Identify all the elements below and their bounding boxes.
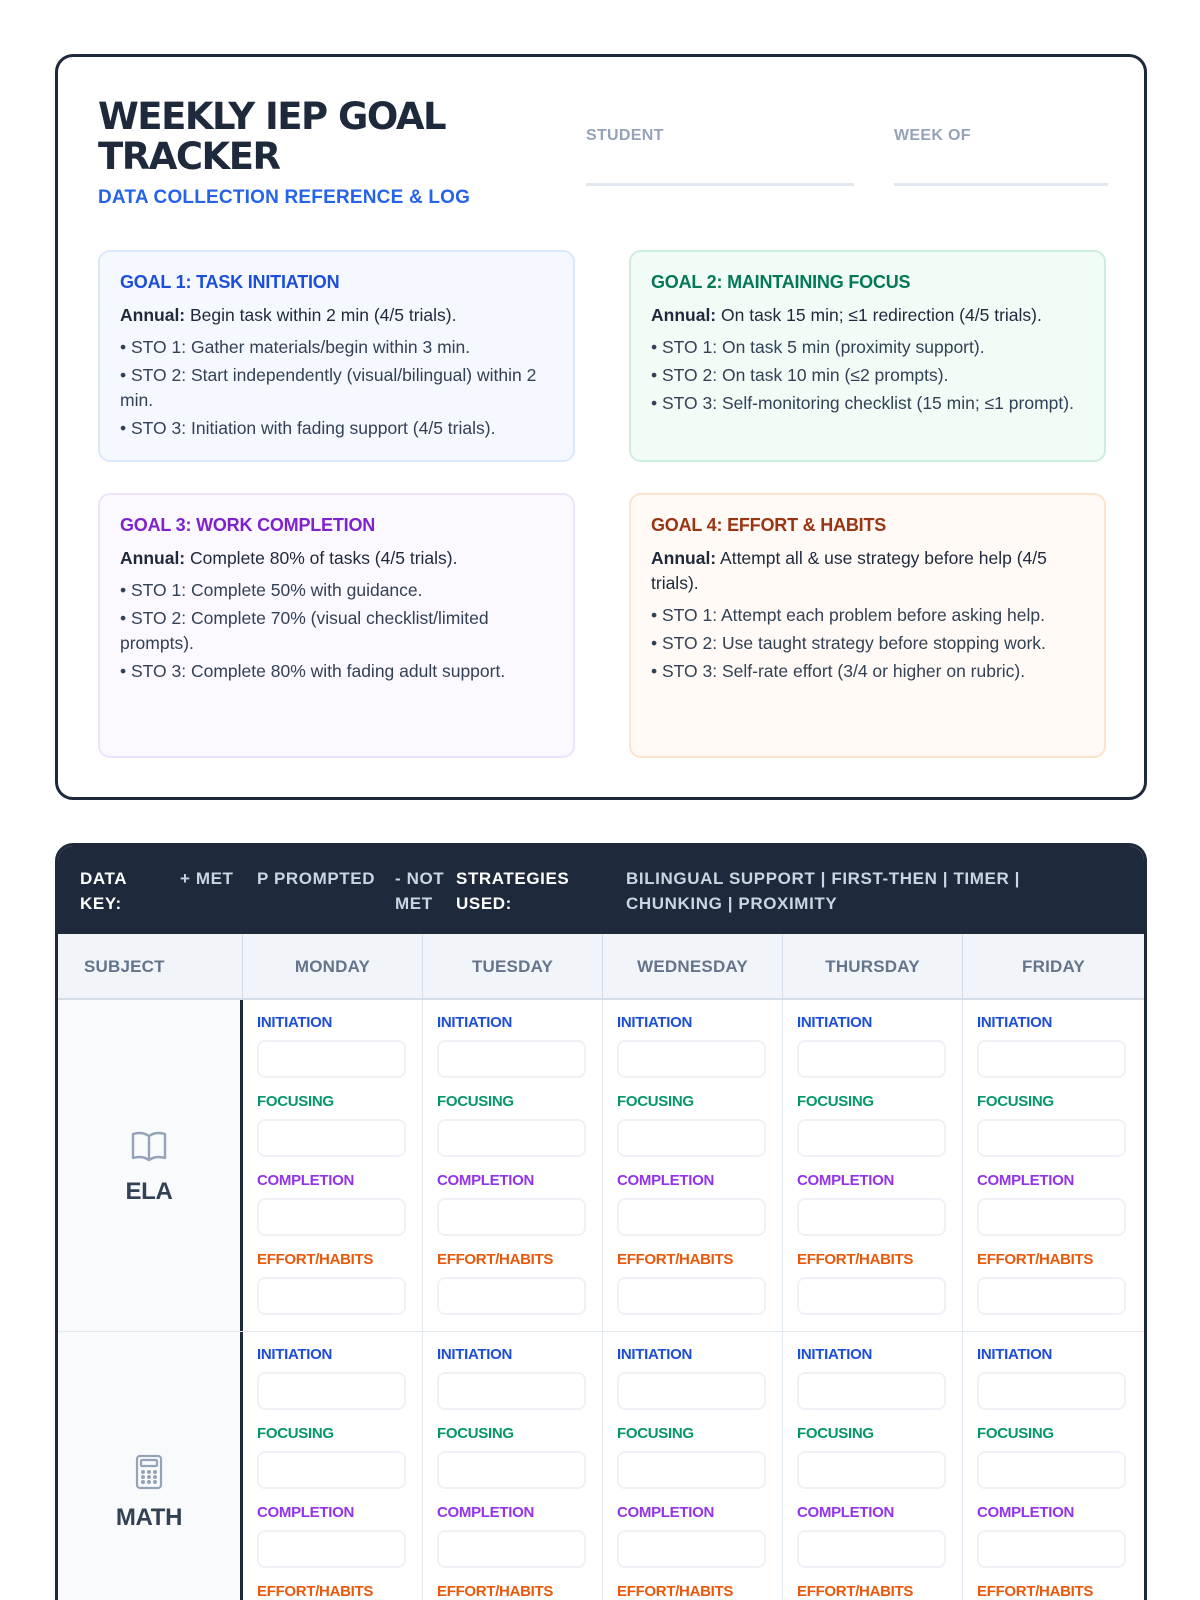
metric-label-effort-habits: EFFORT/HABITS [437, 1583, 554, 1600]
student-label: STUDENT [586, 127, 664, 144]
completion-entry-box[interactable] [437, 1198, 586, 1236]
metric-label-effort-habits: EFFORT/HABITS [617, 1583, 734, 1600]
calculator-icon [129, 1452, 169, 1492]
effort-habits-entry-box[interactable] [617, 1277, 766, 1315]
math-thursday-cell [783, 1332, 963, 1600]
metric-label-completion: COMPLETION [617, 1504, 714, 1521]
metric-label-completion: COMPLETION [617, 1172, 714, 1189]
completion-entry-box[interactable] [257, 1530, 406, 1568]
subject-name-ela: ELA [125, 1177, 173, 1205]
metric-focusing [977, 1425, 1144, 1504]
metric-label-effort-habits: EFFORT/HABITS [617, 1251, 734, 1268]
completion-entry-box[interactable] [437, 1530, 586, 1568]
effort-habits-entry-box[interactable] [257, 1277, 406, 1315]
metric-label-initiation: INITIATION [977, 1014, 1053, 1031]
metric-label-focusing: FOCUSING [257, 1093, 334, 1110]
friday-column-header: FRIDAY [1022, 957, 1085, 976]
metric-label-effort-habits: EFFORT/HABITS [977, 1583, 1094, 1600]
book-icon [129, 1126, 169, 1166]
metric-label-effort-habits: EFFORT/HABITS [797, 1583, 914, 1600]
annual-text: Attempt all & use strategy before help (4/5 trials). [651, 548, 1047, 593]
math-wednesday-cell [603, 1332, 783, 1600]
subject-name-math: MATH [115, 1503, 183, 1531]
goal-2-box [629, 250, 1106, 462]
metric-label-completion: COMPLETION [797, 1172, 894, 1189]
metric-completion [977, 1504, 1144, 1583]
metric-focusing [977, 1093, 1144, 1172]
math-tuesday-cell [423, 1332, 603, 1600]
metric-label-focusing: FOCUSING [977, 1425, 1054, 1442]
page-subtitle: DATA COLLECTION REFERENCE & LOG [98, 187, 471, 208]
metric-initiation [437, 1014, 602, 1093]
metric-label-initiation: INITIATION [617, 1014, 693, 1031]
goal-3-title: GOAL 3: WORK COMPLETION [120, 515, 376, 535]
metric-initiation [797, 1014, 962, 1093]
goal-reference-card [55, 54, 1147, 800]
annual-label: Annual: [120, 305, 186, 325]
metric-label-initiation: INITIATION [797, 1346, 873, 1363]
metric-completion [437, 1172, 602, 1251]
metric-initiation [257, 1014, 422, 1093]
ela-friday-cell [963, 1000, 1144, 1331]
subject-cell-math [58, 1332, 243, 1600]
metric-label-effort-habits: EFFORT/HABITS [257, 1583, 374, 1600]
data-key-bar [58, 846, 1144, 934]
completion-entry-box[interactable] [797, 1530, 946, 1568]
goal-1-box [98, 250, 575, 462]
focusing-entry-box[interactable] [257, 1119, 406, 1157]
metric-focusing [617, 1093, 782, 1172]
metric-completion [257, 1172, 422, 1251]
metric-initiation [437, 1346, 602, 1425]
table-header-row [58, 934, 1144, 1000]
metric-initiation [617, 1014, 782, 1093]
metric-initiation [617, 1346, 782, 1425]
completion-entry-box[interactable] [257, 1198, 406, 1236]
metric-focusing [257, 1425, 422, 1504]
goal-1-sto-3: • STO 3: Initiation with fading support (4/5 trials). [120, 416, 553, 441]
goal-1-sto-1: • STO 1: Gather materials/begin within 3 min. [120, 335, 553, 360]
metric-effort-habits [437, 1583, 602, 1600]
goal-4-title: GOAL 4: EFFORT & HABITS [651, 515, 887, 535]
completion-entry-box[interactable] [617, 1198, 766, 1236]
metric-focusing [797, 1425, 962, 1504]
initiation-entry-box[interactable] [797, 1372, 946, 1410]
focusing-entry-box[interactable] [797, 1451, 946, 1489]
metric-label-effort-habits: EFFORT/HABITS [977, 1251, 1094, 1268]
math-friday-cell [963, 1332, 1144, 1600]
ela-wednesday-cell [603, 1000, 783, 1331]
goal-3-sto-3: • STO 3: Complete 80% with fading adult support. [120, 659, 553, 684]
metric-effort-habits [797, 1583, 962, 1600]
goal-4-sto-2: • STO 2: Use taught strategy before stopping work. [651, 631, 1084, 656]
metric-label-focusing: FOCUSING [437, 1093, 514, 1110]
goal-4-sto-1: • STO 1: Attempt each problem before asking help. [651, 603, 1084, 628]
metric-label-completion: COMPLETION [437, 1172, 534, 1189]
focusing-entry-box[interactable] [977, 1119, 1126, 1157]
initiation-entry-box[interactable] [617, 1040, 766, 1078]
completion-entry-box[interactable] [977, 1530, 1126, 1568]
strategies-list: BILINGUAL SUPPORT | FIRST-THEN | TIMER | CHUNKING | PROXIMITY [626, 869, 1021, 913]
key-not-met: - NOT MET [395, 869, 445, 913]
focusing-entry-box[interactable] [977, 1451, 1126, 1489]
metric-label-focusing: FOCUSING [797, 1093, 874, 1110]
goal-4-sto-3: • STO 3: Self-rate effort (3/4 or higher on rubric). [651, 659, 1084, 684]
metric-label-completion: COMPLETION [977, 1504, 1074, 1521]
metric-effort-habits [797, 1251, 962, 1330]
goal-1-title: GOAL 1: TASK INITIATION [120, 272, 340, 292]
initiation-entry-box[interactable] [797, 1040, 946, 1078]
metric-effort-habits [257, 1583, 422, 1600]
goal-2-sto-3: • STO 3: Self-monitoring checklist (15 min; ≤1 prompt). [651, 391, 1084, 416]
metric-label-completion: COMPLETION [977, 1172, 1074, 1189]
focusing-entry-box[interactable] [617, 1119, 766, 1157]
data-key-label: DATA KEY: [80, 869, 127, 913]
metric-label-completion: COMPLETION [797, 1504, 894, 1521]
goal-2-sto-1: • STO 1: On task 5 min (proximity support). [651, 335, 1084, 360]
goal-3-annual [120, 546, 553, 571]
goal-3-box [98, 493, 575, 758]
effort-habits-entry-box[interactable] [977, 1277, 1126, 1315]
initiation-entry-box[interactable] [437, 1040, 586, 1078]
goal-3-sto-1: • STO 1: Complete 50% with guidance. [120, 578, 553, 603]
tuesday-column-header: TUESDAY [423, 934, 603, 1000]
metric-completion [617, 1172, 782, 1251]
metric-label-completion: COMPLETION [257, 1172, 354, 1189]
metric-label-initiation: INITIATION [257, 1014, 333, 1031]
metric-focusing [617, 1425, 782, 1504]
metric-label-initiation: INITIATION [977, 1346, 1053, 1363]
completion-entry-box[interactable] [977, 1198, 1126, 1236]
metric-effort-habits [617, 1583, 782, 1600]
metric-completion [257, 1504, 422, 1583]
completion-entry-box[interactable] [797, 1198, 946, 1236]
week-of-input-line[interactable] [894, 183, 1108, 186]
annual-label: Annual: [651, 305, 717, 325]
metric-initiation [797, 1346, 962, 1425]
metric-completion [797, 1172, 962, 1251]
initiation-entry-box[interactable] [617, 1372, 766, 1410]
page-title: WEEKLY IEP GOAL TRACKER [98, 95, 446, 178]
annual-label: Annual: [120, 548, 186, 568]
metric-label-initiation: INITIATION [437, 1014, 513, 1031]
metric-label-effort-habits: EFFORT/HABITS [437, 1251, 554, 1268]
goal-2-title: GOAL 2: MAINTAINING FOCUS [651, 272, 911, 292]
focusing-entry-box[interactable] [617, 1451, 766, 1489]
metric-completion [617, 1504, 782, 1583]
focusing-entry-box[interactable] [437, 1451, 586, 1489]
ela-monday-cell [243, 1000, 423, 1331]
metric-focusing [437, 1425, 602, 1504]
metric-label-focusing: FOCUSING [797, 1425, 874, 1442]
metric-focusing [797, 1093, 962, 1172]
metric-initiation [977, 1346, 1144, 1425]
metric-initiation [977, 1014, 1144, 1093]
annual-label: Annual: [651, 548, 717, 568]
goal-1-annual [120, 303, 553, 328]
metric-effort-habits [977, 1251, 1144, 1330]
metric-label-completion: COMPLETION [257, 1504, 354, 1521]
goal-4-box [629, 493, 1106, 758]
data-log-table [55, 843, 1147, 1600]
wednesday-column-header: WEDNESDAY [603, 934, 783, 1000]
initiation-entry-box[interactable] [977, 1040, 1126, 1078]
metric-effort-habits [977, 1583, 1144, 1600]
week-of-label: WEEK OF [894, 127, 971, 144]
metric-effort-habits [437, 1251, 602, 1330]
metric-label-focusing: FOCUSING [257, 1425, 334, 1442]
metric-label-effort-habits: EFFORT/HABITS [257, 1251, 374, 1268]
metric-completion [977, 1172, 1144, 1251]
focusing-entry-box[interactable] [257, 1451, 406, 1489]
metric-focusing [257, 1093, 422, 1172]
thursday-column-header: THURSDAY [783, 934, 963, 1000]
metric-initiation [257, 1346, 422, 1425]
focusing-entry-box[interactable] [797, 1119, 946, 1157]
metric-label-focusing: FOCUSING [617, 1093, 694, 1110]
goal-3-sto-2: • STO 2: Complete 70% (visual checklist/limited prompts). [120, 606, 553, 656]
subject-column-header: SUBJECT [58, 934, 243, 1000]
annual-text: On task 15 min; ≤1 redirection (4/5 trials). [716, 305, 1042, 325]
student-input-line[interactable] [586, 183, 854, 186]
key-met: + MET [180, 869, 234, 888]
initiation-entry-box[interactable] [257, 1040, 406, 1078]
metric-label-initiation: INITIATION [617, 1346, 693, 1363]
goal-1-sto-2: • STO 2: Start independently (visual/bilingual) within 2 min. [120, 363, 553, 413]
initiation-entry-box[interactable] [977, 1372, 1126, 1410]
metric-completion [797, 1504, 962, 1583]
week-of-field[interactable] [894, 127, 1108, 186]
metric-label-initiation: INITIATION [797, 1014, 873, 1031]
focusing-entry-box[interactable] [437, 1119, 586, 1157]
goal-4-annual [651, 546, 1084, 596]
ela-tuesday-cell [423, 1000, 603, 1331]
key-prompted: P PROMPTED [257, 869, 376, 888]
math-monday-cell [243, 1332, 423, 1600]
goal-2-annual [651, 303, 1084, 328]
strategies-label: STRATEGIES USED: [456, 869, 570, 913]
metric-completion [437, 1504, 602, 1583]
subject-row-math [58, 1332, 1144, 1600]
metric-label-focusing: FOCUSING [617, 1425, 694, 1442]
metric-label-focusing: FOCUSING [437, 1425, 514, 1442]
initiation-entry-box[interactable] [437, 1372, 586, 1410]
effort-habits-entry-box[interactable] [797, 1277, 946, 1315]
metric-effort-habits [257, 1251, 422, 1330]
metric-label-initiation: INITIATION [257, 1346, 333, 1363]
metric-label-effort-habits: EFFORT/HABITS [797, 1251, 914, 1268]
annual-text: Complete 80% of tasks (4/5 trials). [185, 548, 458, 568]
subject-cell-ela [58, 1000, 243, 1331]
metric-label-completion: COMPLETION [437, 1504, 534, 1521]
annual-text: Begin task within 2 min (4/5 trials). [185, 305, 457, 325]
metric-effort-habits [617, 1251, 782, 1330]
metric-label-focusing: FOCUSING [977, 1093, 1054, 1110]
subject-row-ela [58, 1000, 1144, 1332]
metric-label-initiation: INITIATION [437, 1346, 513, 1363]
initiation-entry-box[interactable] [257, 1372, 406, 1410]
goal-2-sto-2: • STO 2: On task 10 min (≤2 prompts). [651, 363, 1084, 388]
student-field[interactable] [586, 127, 854, 186]
metric-focusing [437, 1093, 602, 1172]
completion-entry-box[interactable] [617, 1530, 766, 1568]
effort-habits-entry-box[interactable] [437, 1277, 586, 1315]
ela-thursday-cell [783, 1000, 963, 1331]
monday-column-header: MONDAY [243, 934, 423, 1000]
